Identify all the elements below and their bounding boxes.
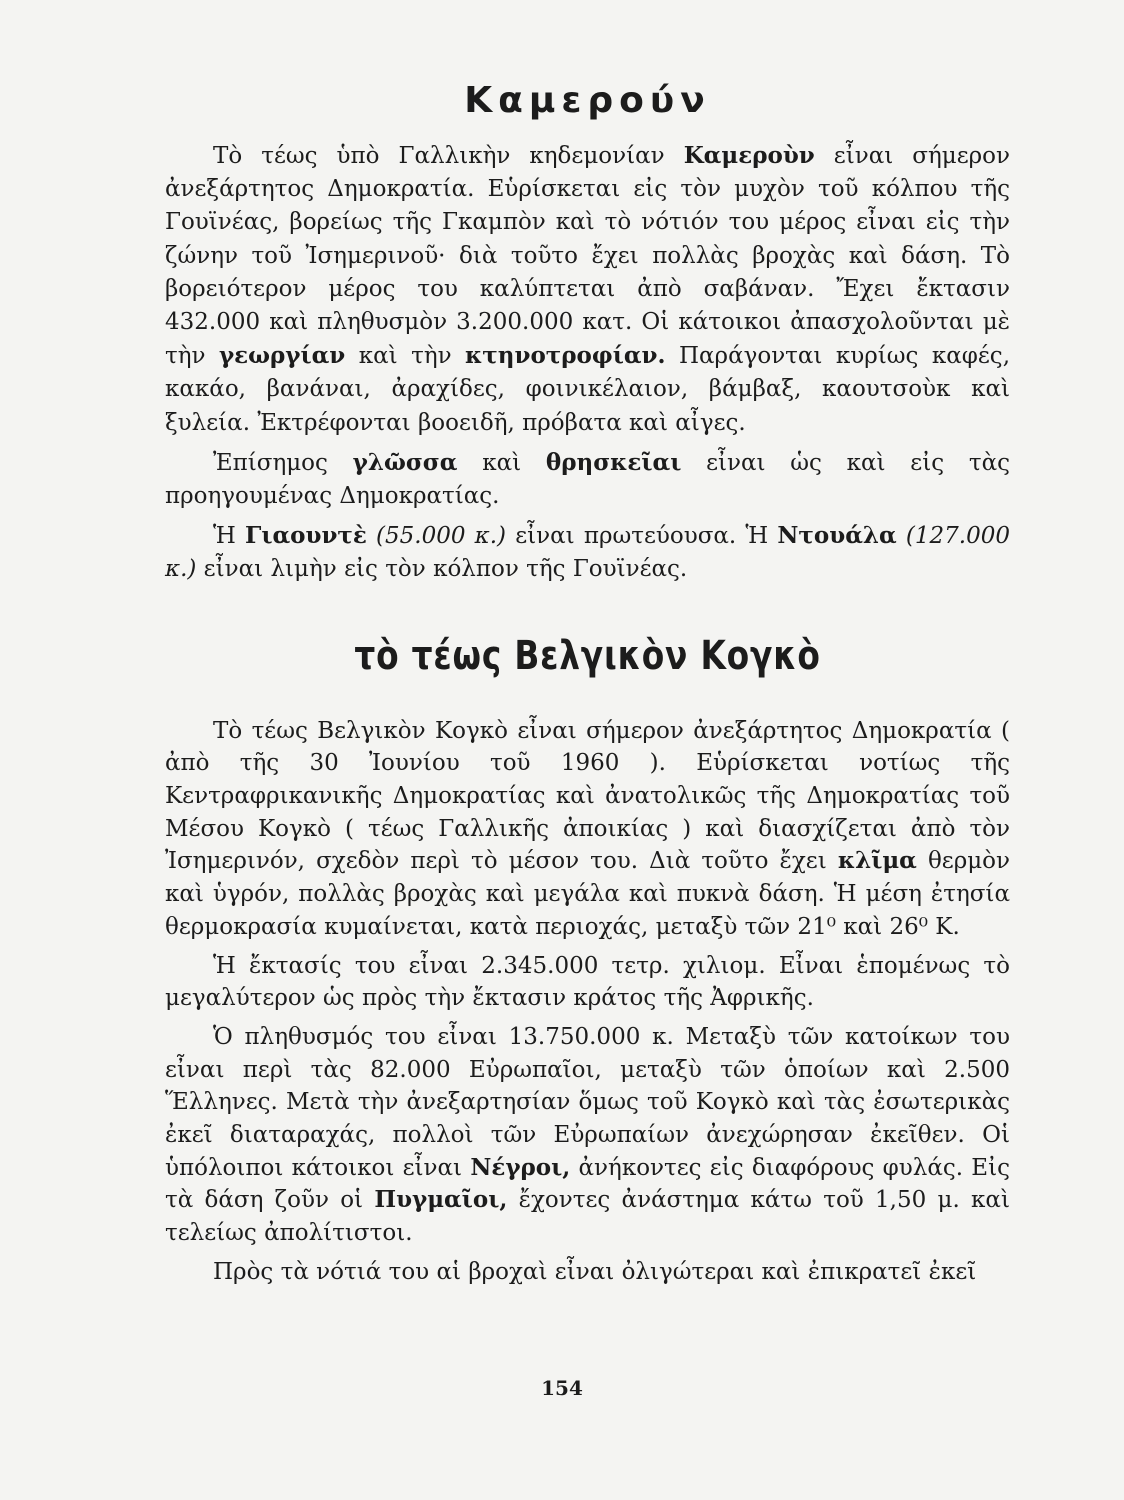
paragraph <box>165 1021 1010 1250</box>
section-cameroon <box>165 80 1010 587</box>
paragraph <box>165 446 1010 513</box>
bold-term: Ντουάλα <box>777 522 897 550</box>
text-run: Τὸ τέως Βελγικὸν Κογκὸ εἶναι σήμερον ἀνεξάρτητος Δημοκρατία ( ἀπὸ τῆς 30 Ἰουνίου τοῦ 1960 ). Εὑρίσκεται νοτίως τῆς Κεντραφρικανικῆς Δημοκρατίας καὶ ἀνατολικῶς τῆς Δημοκρατίας τοῦ Μέσου Κογκὸ ( τέως Γαλλικῆς ἀποικίας ) καὶ διασχίζεται ἀπὸ τὸν Ἰσημερινόν, σχεδὸν περὶ τὸ μέσον του. Διὰ τοῦτο ἔχει <box>165 717 1010 875</box>
bold-term: γεωργίαν <box>218 342 346 370</box>
bold-term: Πυγμαῖοι, <box>374 1186 508 1214</box>
text-run: εἶναι πρωτεύουσα. Ἡ <box>506 523 778 550</box>
bold-term: κλῖμα <box>837 847 917 875</box>
paragraph: Ἡ ἔκτασίς του εἶναι 2.345.000 τετρ. χιλιομ. Εἶναι ἑπομένως τὸ μεγαλύτερον ὡς πρὸς τὴν ἔκτασιν κράτος τῆς Ἀφρικῆς. <box>165 952 1010 1012</box>
page-number: 154 <box>541 1376 583 1400</box>
text-run: Παράγονται κυρίως καφές, κακάο, βανάναι, ἀραχίδες, φοινικέλαιον, βάμβαξ, καουτσοὺκ καὶ ξυλεία. Ἐκτρέφονται βοοειδῆ, πρόβατα καὶ αἶγες. <box>165 343 1010 436</box>
bold-term: Γιαουντὲ <box>245 522 367 550</box>
italic-figure: (127.000 κ.) <box>165 523 1010 583</box>
paragraph: Πρὸς τὰ νότιά του αἱ βροχαὶ εἶναι ὀλιγώτεραι καὶ ἐπικρατεῖ ἐκεῖ <box>213 1258 977 1285</box>
text-run: εἶναι σήμερον ἀνεξάρτητος Δημοκρατία. Εὑρίσκεται εἰς τὸν μυχὸν τοῦ κόλπου τῆς Γουϊνέας, βορείως τῆς Γκαμπὸν καὶ τὸ νότιόν του μέρος εἶναι εἰς τὴν ζώνην τοῦ Ἰσημερινοῦ· διὰ τοῦτο ἔχει πολλὰς βροχὰς καὶ δάση. Τὸ βορειότερον μέρος του καλύπτεται ἀπὸ σαβάναν. Ἔχει ἔκτασιν 432.000 καὶ πληθυσμὸν 3.200.000 κατ. Οἱ κάτοικοι ἀπασχολοῦνται μὲ τὴν <box>165 143 1011 370</box>
section-title-congo: τὸ τέως Βελγικὸν Κογκὸ <box>354 632 821 679</box>
text-run: εἶναι ὡς καὶ εἰς τὰς προηγουμένας Δημοκρατίας. <box>165 449 1010 510</box>
text-run: καὶ τὴν <box>345 343 466 370</box>
bold-term: κτηνοτροφίαν. <box>465 342 666 370</box>
text-run: ἔχοντες ἀνάστημα κάτω τοῦ 1,50 μ. καὶ τελείως ἀπολίτιστοι. <box>165 1187 1010 1247</box>
bold-term: θρησκεῖαι <box>545 448 682 476</box>
text-run: εἶναι λιμὴν εἰς τὸν κόλπον τῆς Γουϊνέας. <box>196 556 688 583</box>
text-run: Τὸ τέως ὑπὸ Γαλλικὴν κηδεμονίαν <box>213 143 684 169</box>
text-run: Ὁ πληθυσμός του εἶναι 13.750.000 κ. Μεταξὺ τῶν κατοίκων του εἶναι περὶ τὰς 82.000 Εὐρωπαῖοι, μεταξὺ τῶν ὁποίων καὶ 2.500 Ἕλληνες. Μετὰ τὴν ἀνεξαρτησίαν ὅμως τοῦ Κογκὸ καὶ τὰς ἐσωτερικὰς ἐκεῖ διαταραχάς, πολλοὶ τῶν Εὐρωπαίων ἀνεχώρησαν ἐκεῖθεν. Οἱ ὑπόλοιποι κάτοικοι εἶναι <box>165 1023 1010 1181</box>
paragraph <box>165 715 1010 944</box>
text-run: Ἡ <box>213 523 245 550</box>
bold-term: γλῶσσα <box>352 448 458 476</box>
paragraph <box>165 139 1010 440</box>
italic-figure: (55.000 κ.) <box>366 523 507 550</box>
text-run: καὶ <box>457 449 546 476</box>
bold-term: Καμεροὺν <box>683 142 815 169</box>
text-run: θερμὸν καὶ ὑγρόν, πολλὰς βροχὰς καὶ μεγάλα καὶ πυκνὰ δάση. Ἡ μέση ἐτησία θερμοκρασία κυμαίνεται, κατὰ περιοχάς, μεταξὺ τῶν 21⁰ καὶ 26⁰ Κ. <box>165 848 1010 940</box>
text-run: ἀνήκοντες εἰς διαφόρους φυλάς. Εἰς τὰ δάση ζοῦν οἱ <box>165 1154 1010 1214</box>
bold-term: Νέγροι, <box>470 1153 571 1181</box>
section-title-cameroon: Καμερούν <box>464 80 711 121</box>
paragraph <box>165 519 1010 586</box>
text-run: Ἐπίσημος <box>213 449 353 476</box>
section-congo <box>165 633 1010 1289</box>
page <box>165 80 1010 1289</box>
